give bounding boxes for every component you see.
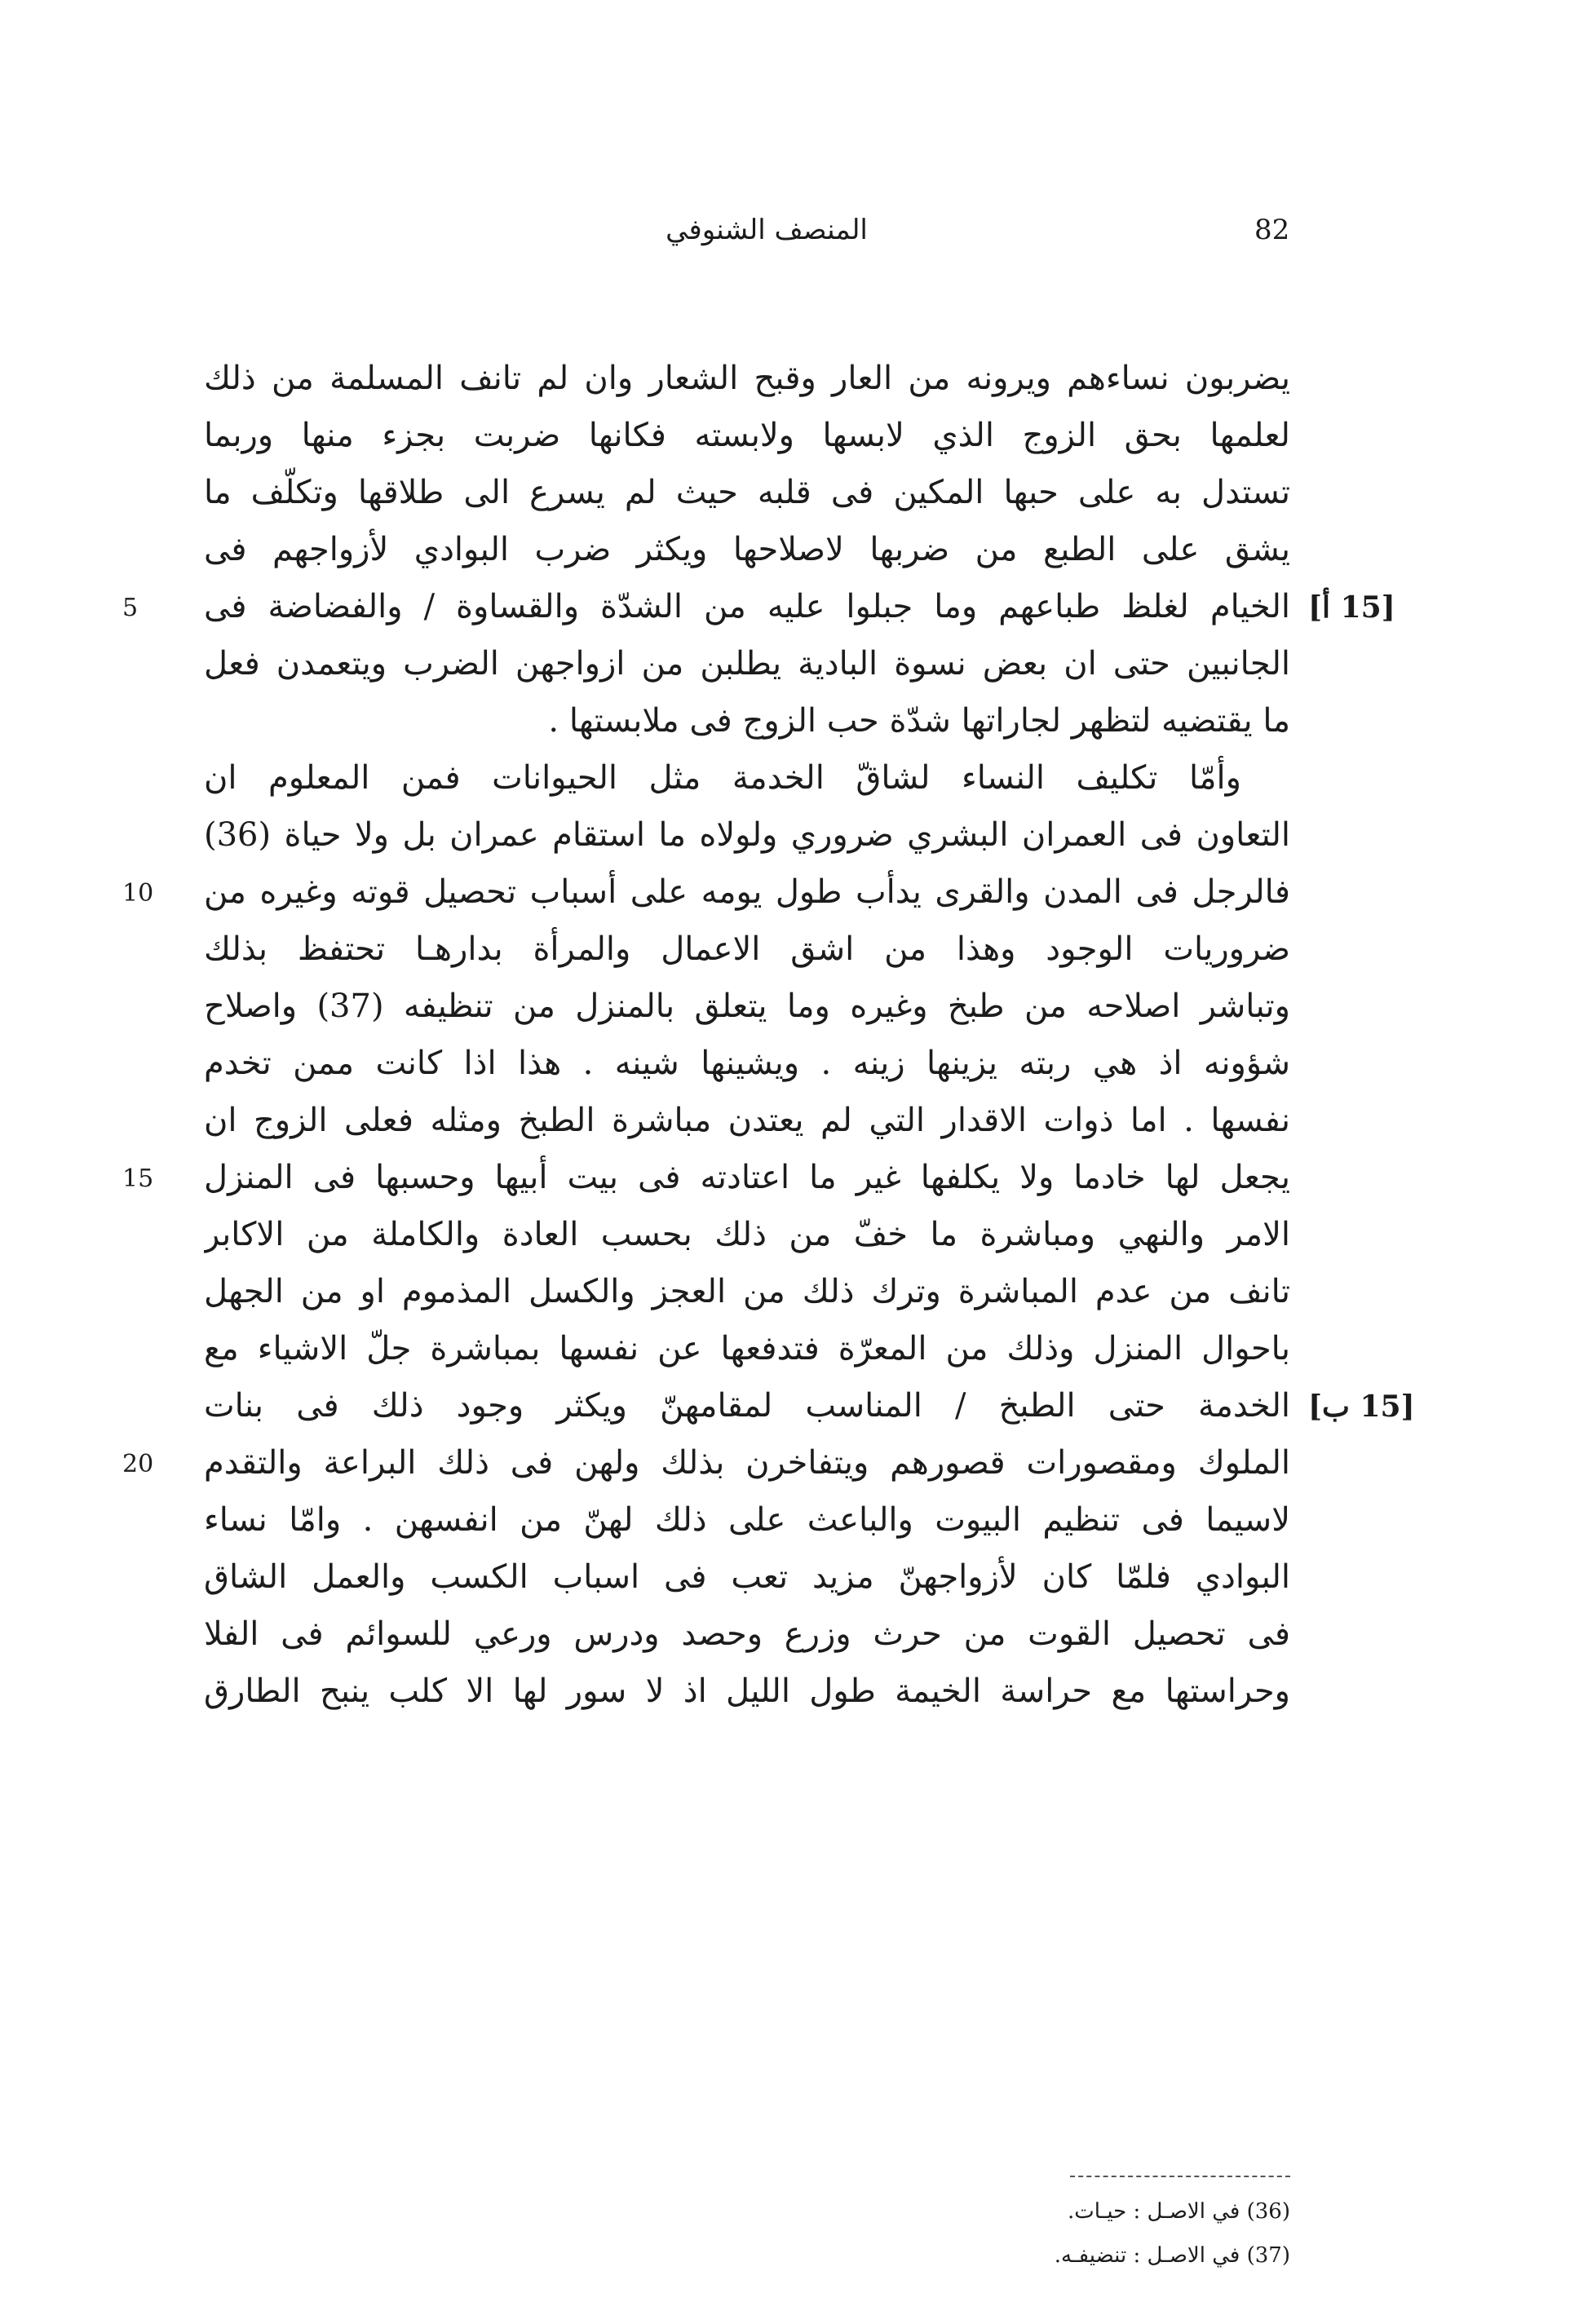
text-line: الملوك ومقصورات قصورهم ويتفاخرن بذلك ولهن فى ذلك البراعة والتقدم: [204, 1444, 1290, 1482]
text-line: باحوال المنزل وذلك من المعرّة فتدفعها عن نفسها بمباشرة جلّ الاشياء مع: [204, 1330, 1290, 1367]
text-line: وأمّا تكليف النساء لشاقّ الخدمة مثل الحيوانات فمن المعلوم ان: [204, 759, 1241, 797]
text-line: الجانبين حتى ان بعض نسوة البادية يطلبن من ازواجهن الضرب ويتعمدن فعل: [204, 645, 1290, 683]
text-line: شؤونه اذ هي ربته يزينها زينه . ويشينها شينه . هذا اذا كانت ممن تخدم: [204, 1045, 1290, 1082]
folio-marker: [15 أ]: [1308, 590, 1395, 625]
text-line: ضروريات الوجود وهذا من اشق الاعمال والمرأة بدارهـا تحتفظ بذلك: [204, 930, 1290, 968]
text-line: نفسها . اما ذوات الاقدار التي لم يعتدن مباشرة الطبخ ومثله فعلى الزوج ان: [204, 1102, 1290, 1139]
text-line: يشق على الطبع من ضربها لاصلاحها ويكثر ضرب البوادي لأزواجهم فى: [204, 531, 1290, 568]
line-number: 5: [122, 594, 139, 622]
text-line: تانف من عدم المباشرة وترك ذلك من العجز والكسل المذموم او من الجهل: [204, 1273, 1290, 1310]
text-line: لاسيما فى تنظيم البيوت والباعث على ذلك لهنّ من انفسهن . وامّا نساء: [204, 1501, 1290, 1539]
footnote-divider: [1070, 2176, 1290, 2177]
text-line: البوادي فلمّا كان لأزواجهنّ مزيد تعب فى اسباب الكسب والعمل الشاق: [204, 1558, 1290, 1596]
footnote: (36) في الاصـل : حيـات.: [1068, 2199, 1290, 2224]
line-number: 20: [122, 1450, 154, 1478]
text-line: وحراستها مع حراسة الخيمة طول الليل اذ لا سور لها الا كلب ينبح الطارق: [204, 1672, 1290, 1710]
folio-marker: [15 ب]: [1308, 1390, 1415, 1424]
text-line: التعاون فى العمران البشري ضروري ولولاه ما استقام عمران بل ولا حياة (36): [204, 816, 1290, 854]
line-number: 10: [122, 879, 154, 908]
text-line: فالرجل فى المدن والقرى يدأب طول يومه على أسباب تحصيل قوته وغيره من: [204, 873, 1290, 911]
text-line: يضربون نساءهم ويرونه من العار وقبح الشعار وان لم تانف المسلمة من ذلك: [204, 360, 1290, 397]
line-number: 15: [122, 1164, 154, 1193]
page-number: 82: [1254, 214, 1290, 246]
footnote: (37) في الاصـل : تنضيفـه.: [1054, 2243, 1290, 2268]
text-line: الامر والنهي ومباشرة ما خفّ من ذلك بحسب العادة والكاملة من الاكابر: [204, 1216, 1290, 1253]
text-line: ما يقتضيه لتظهر لجاراتها شدّة حب الزوج فى ملابستها .: [548, 702, 1290, 740]
text-line: يجعل لها خادما ولا يكلفها غير ما اعتادته فى بيت أبيها وحسبها فى المنزل: [204, 1159, 1290, 1196]
page-header: [0, 214, 1592, 263]
text-line: الخدمة حتى الطبخ / المناسب لمقامهنّ ويكثر وجود ذلك فى بنات: [204, 1387, 1290, 1425]
text-line: فى تحصيل القوت من حرث وزرع وحصد ودرس ورعي للسوائم فى الفلا: [204, 1615, 1290, 1653]
running-title: المنصف الشنوفي: [666, 214, 868, 246]
text-line: تستدل به على حبها المكين فى قلبه حيث لم يسرع الى طلاقها وتكلّف ما: [204, 474, 1290, 511]
text-line: وتباشر اصلاحه من طبخ وغيره وما يتعلق بالمنزل من تنظيفه (37) واصلاح: [204, 987, 1290, 1025]
text-line: لعلمها بحق الزوج الذي لابسها ولابسته فكانها ضربت بجزء منها وربما: [204, 417, 1290, 454]
text-line: الخيام لغلظ طباعهم وما جبلوا عليه من الشدّة والقساوة / والفضاضة فى: [204, 588, 1290, 625]
